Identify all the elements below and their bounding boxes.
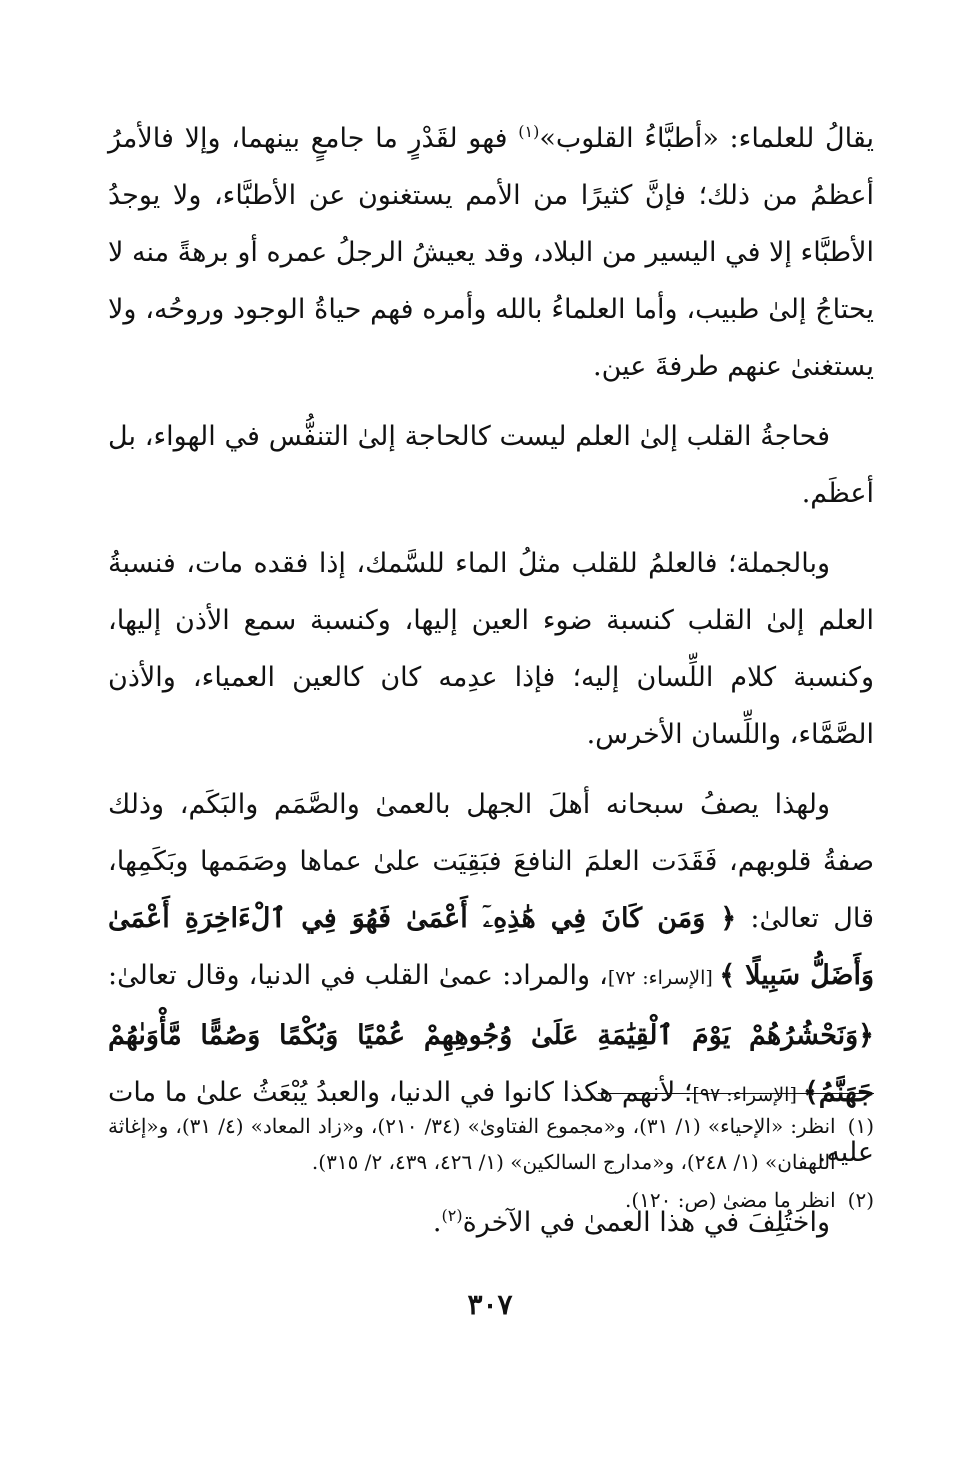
footnote-marker-1[interactable]: (١) xyxy=(518,122,540,141)
footnote-1 xyxy=(108,1108,874,1180)
paragraph-4-text-b: ، والمراد: عمىٰ القلب في الدنيا، وقال تعالىٰ: xyxy=(108,960,608,991)
paragraph-4-text-a: ولهذا يصفُ سبحانه أهلَ الجهل بالعمىٰ والصَّمَم والبَكَم، وذلك صفةُ قلوبهم، فَقَدَت العلمَ النافعَ فبَقِيَت علىٰ عماها وصَمَمها وبَكَمِها، قال تعالىٰ: xyxy=(108,789,874,934)
footnote-1-text: انظر: «الإحياء» (١/ ٣١)، و«مجموع الفتاوىٰ» (٣٤/ ٢١٠)، و«زاد المعاد» (٤/ ٣١)، و«إغاثة اللهفان» (١/ ٢٤٨)، و«مدارج السالكين» (١/ ٤٢٦، ٤٣٩، ٢/ ٣١٥). xyxy=(108,1114,836,1174)
paragraph-2: فحاجةُ القلب إلىٰ العلم ليست كالحاجة إلىٰ التنفُّس في الهواء، بل أعظَم. xyxy=(108,421,874,509)
paragraph-1-text-b: فهو لقَدْرٍ ما جامعٍ بينهما، وإلا فالأمرُ أعظمُ من ذلك؛ فإنَّ كثيرًا من الأمم يستغنون عن الأطبَّاء، ولا يوجدُ الأطبَّاء إلا في اليسير من البلاد، وقد يعيشُ الرجلُ عمره أو برهةً منه لا يحتاجُ إلىٰ طبيب، وأما العلماءُ بالله وأمره فهم حياةُ الوجود وروحُه، ولا يستغنىٰ عنهم طرفةَ عين. xyxy=(108,123,874,382)
paragraph-1-text-a: يقالُ للعلماء: «أطبَّاءُ القلوب» xyxy=(539,123,874,154)
footnote-2-number: (٢) xyxy=(847,1188,874,1212)
paragraph-4-text-c: ؛ لأنهم هكذا كانوا في الدنيا، والعبدُ يُبْعَثُ علىٰ ما مات عليه. xyxy=(108,1077,874,1168)
paragraph-5-text: واختُلِفَ في هذا العمىٰ في الآخرة xyxy=(462,1207,830,1238)
paragraph-3: وبالجملة؛ فالعلمُ للقلب مثلُ الماء للسَّمك، إذا فقده مات، فنسبةُ العلم إلىٰ القلب كنسبة ضوء العين إليها، وكنسبة سمع الأذن إليها، وكنسبة كلام اللِّسان إليه؛ فإذا عدِمه كان كالعين العمياء، والأذن الصَّمَّاء، واللِّسان الأخرس. xyxy=(108,548,874,750)
page-number: ٣٠٧ xyxy=(467,1288,513,1321)
footnote-1-number: (١) xyxy=(847,1114,874,1138)
footnotes xyxy=(108,1108,874,1220)
footnote-divider xyxy=(598,1093,874,1094)
quran-verse-1: ﴿ وَمَن كَانَ فِي هَٰذِهِۦٓ أَعْمَىٰ فَهُوَ فِي ٱلْءَاخِرَةِ أَعْمَىٰ وَأَضَلُّ سَبِيلًا ﴾ xyxy=(108,903,875,991)
verse-reference-1: [الإسراء: ٧٢] xyxy=(607,967,720,989)
main-text xyxy=(108,110,874,1264)
paragraph-5-end: . xyxy=(432,1207,442,1238)
verse-reference-2: [الإسراء: ٩٧] xyxy=(692,1084,803,1106)
footnote-2-text: انظر ما مضىٰ (ص: ١٢٠). xyxy=(624,1188,836,1212)
quran-verse-2: ﴿وَنَحْشُرُهُمْ يَوْمَ ٱلْقِيَٰمَةِ عَلَىٰ وُجُوهِهِمْ عُمْيًا وَبُكْمًا وَصُمًّا مَّأْوَىٰهُمْ جَهَنَّمُ﴾ xyxy=(108,1020,874,1108)
paragraph-1 xyxy=(108,110,874,395)
footnote-marker-2[interactable]: (٢) xyxy=(441,1206,463,1225)
footnote-2 xyxy=(108,1182,874,1218)
